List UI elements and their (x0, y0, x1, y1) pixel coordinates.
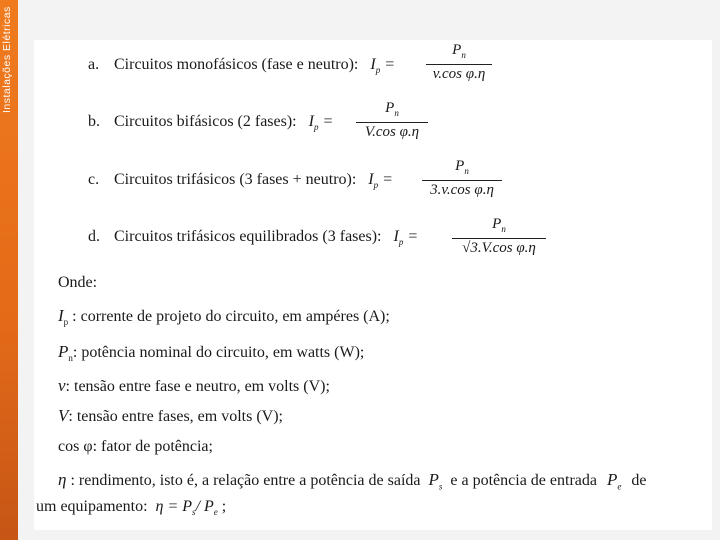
item-text: Circuitos trifásicos (3 fases + neutro): (114, 171, 357, 188)
efficiency-formula: $\eta = P_s/$ $P_e$ (155, 498, 218, 518)
efficiency-line-2 (36, 498, 226, 517)
definition-symbol-sub: n (68, 353, 73, 364)
fraction-denominator: V.cos φ.η (364, 124, 420, 140)
efficiency-text-1: : rendimento, isto é, a relação entre a potência de saída (70, 472, 421, 489)
fraction-a (426, 42, 492, 82)
item-text: Circuitos trifásicos equilibrados (3 fases): (114, 228, 382, 245)
definition-v-upper (58, 406, 283, 426)
definition-text: : fator de potência; (92, 438, 213, 455)
fraction-bar (452, 238, 546, 239)
fraction-numerator-sub: n (461, 50, 466, 60)
fraction-bar (356, 122, 428, 123)
item-letter: b. (88, 113, 100, 130)
fraction-numerator: P (385, 100, 395, 116)
item-letter: a. (88, 56, 100, 73)
efficiency-text-3: de (631, 472, 647, 489)
definition-symbol: V (58, 406, 69, 425)
efficiency-symbol: η (58, 470, 67, 489)
efficiency-text-2: e a potência de entrada (450, 472, 597, 489)
fraction-d (452, 216, 546, 256)
formula-item-d: d. Circuitos trifásicos equilibrados (3 fases): $I_p$ = (88, 228, 419, 248)
sidebar-strip (0, 0, 18, 540)
definition-text: : potência nominal do circuito, em watts (W); (72, 344, 365, 361)
formula-item-b: b. Circuitos bifásicos (2 fases): $I_p$ = (88, 113, 334, 133)
definition-symbol: cos φ (58, 438, 93, 455)
sidebar-title: Instalações Elétricas (1, 6, 13, 113)
definition-efficiency (58, 470, 646, 491)
item-text: Circuitos monofásicos (fase e neutro): (114, 56, 359, 73)
definition-text: : tensão entre fases, em volts (V); (68, 408, 283, 425)
definition-pn (58, 342, 364, 363)
formula-lhs: I (370, 56, 376, 73)
fraction-numerator: P (455, 158, 465, 174)
formula-lhs: I (368, 171, 374, 188)
fraction-denominator: √3.V.cos φ.η (462, 240, 536, 256)
fraction-numerator-sub: n (464, 166, 469, 176)
item-text: Circuitos bifásicos (2 fases): (114, 113, 297, 130)
formula-lhs: I (393, 228, 399, 245)
output-power-symbol: $P_s$ (428, 470, 443, 492)
fraction-numerator-sub: n (501, 224, 506, 234)
definition-symbol: P (58, 342, 69, 361)
definition-symbol: v (58, 376, 66, 395)
fraction-numerator: P (452, 42, 462, 58)
definition-v-lower (58, 376, 330, 396)
fraction-numerator-sub: n (394, 108, 399, 118)
fraction-denominator: v.cos φ.η (432, 66, 486, 82)
where-label: Onde: (58, 274, 98, 291)
fraction-denominator: 3.v.cos φ.η (430, 182, 494, 198)
efficiency-line-2-text: um equipamento: (36, 498, 148, 515)
formula-item-a: a. Circuitos monofásicos (fase e neutro): $I_p$ = (88, 56, 395, 76)
formula-lhs-sub: p (398, 237, 404, 248)
item-letter: c. (88, 171, 100, 188)
fraction-c (422, 158, 502, 198)
definition-symbol-sub: p (63, 317, 69, 328)
fraction-b (356, 100, 428, 140)
item-letter: d. (88, 228, 100, 245)
definition-text: : tensão entre fase e neutro, em volts (V); (65, 378, 330, 395)
efficiency-formula-end: ; (221, 498, 227, 515)
definition-cos-phi (58, 438, 213, 456)
document-page (34, 40, 712, 530)
formula-lhs-sub: p (375, 65, 381, 76)
formula-lhs: I (308, 113, 314, 130)
definition-text: : corrente de projeto do circuito, em ampéres (A); (72, 308, 390, 325)
formula-item-c: c. Circuitos trifásicos (3 fases + neutro): $I_p$ = (88, 171, 393, 191)
formula-lhs-sub: p (373, 180, 379, 191)
fraction-numerator: P (492, 216, 502, 232)
definition-ip (58, 306, 390, 327)
fraction-bar (422, 180, 502, 181)
input-power-symbol: $P_e$ (606, 470, 622, 492)
formula-lhs-sub: p (313, 122, 319, 133)
fraction-bar (426, 64, 492, 65)
definition-symbol: I (58, 306, 64, 325)
